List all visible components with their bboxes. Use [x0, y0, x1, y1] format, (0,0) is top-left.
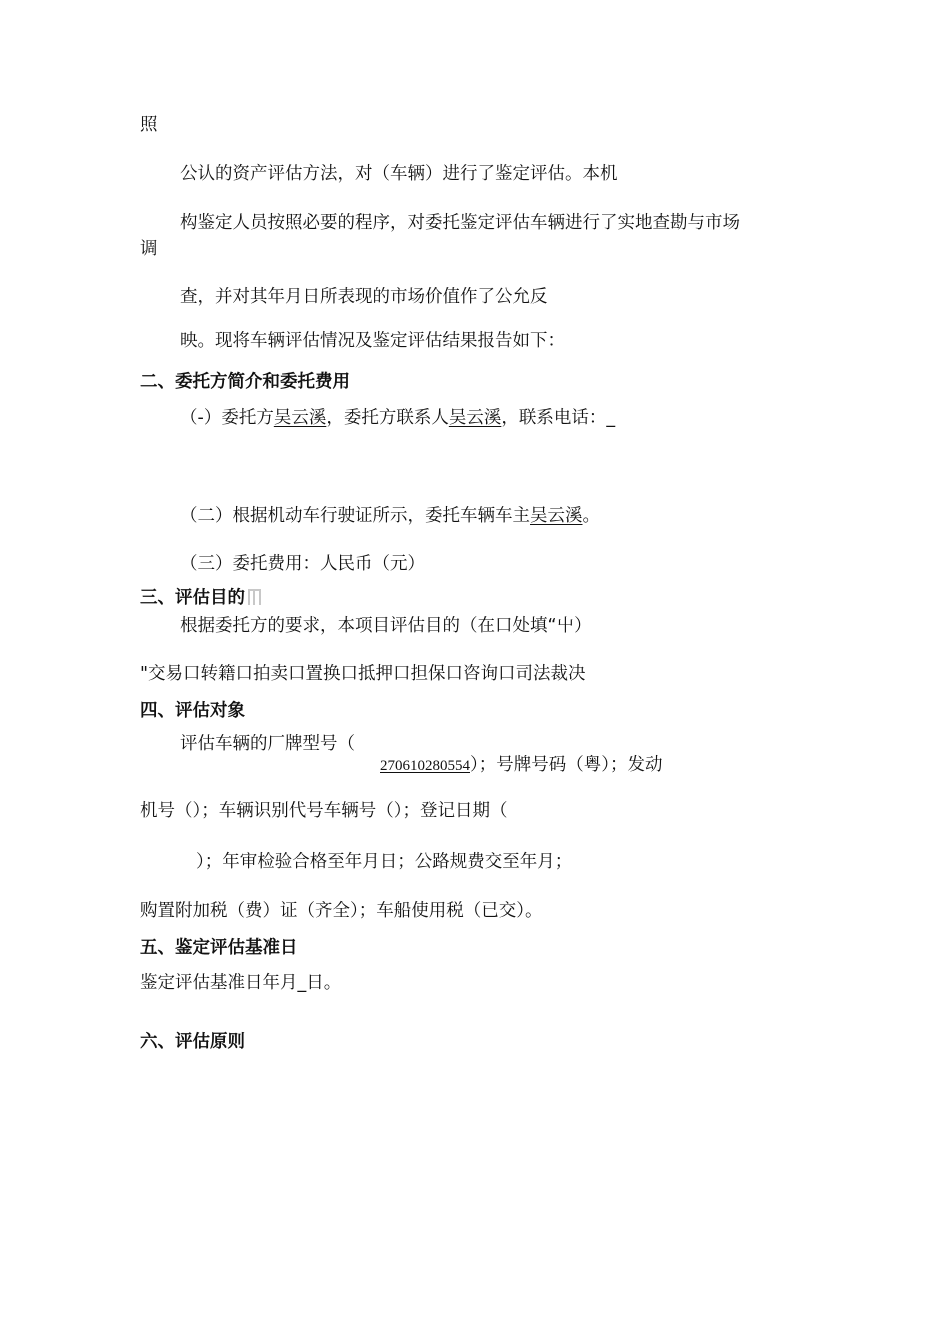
section-heading-date: 五、鉴定评估基准日 [140, 938, 298, 958]
text-line: 购置附加税（费）证（齐全）；车船使用税（已交）。 [140, 901, 543, 921]
model-number: 270610280554 [380, 758, 470, 774]
text-line: 查，并对其年月日所表现的市场价值作了公允反 [180, 287, 548, 307]
checkbox-glyph-icon [248, 589, 261, 605]
text-line: 根据委托方的要求，本项目评估目的（在口处填“屮） [180, 616, 592, 636]
heading-text: 三、评估目的 [140, 588, 245, 608]
contact-name: 吴云溪 [448, 408, 502, 428]
client-name: 吴云溪 [273, 408, 327, 428]
section-heading-client: 二、委托方简介和委托费用 [140, 372, 350, 392]
text-line: 鉴定评估基准日年月_日。 [140, 973, 342, 993]
text-line: 公认的资产评估方法，对（车辆）进行了鉴定评估。本机 [180, 164, 618, 184]
text-line: 照 [140, 115, 158, 135]
text-line: ）；年审检验合格至年月日；公路规费交至年月； [196, 852, 573, 872]
text-line: 构鉴定人员按照必要的程序，对委托鉴定评估车辆进行了实地查勘与市场 [180, 213, 740, 233]
section-heading-object: 四、评估对象 [140, 701, 245, 721]
owner-name: 吴云溪 [530, 506, 583, 526]
text-line: 机号（）；车辆识别代号车辆号（）；登记日期（ [140, 801, 508, 821]
fee-line: （三）委托费用：人民币（元） [180, 554, 425, 574]
text-span: ，委托方联系人 [326, 408, 449, 428]
text-span: （二）根据机动车行驶证所示，委托车辆车主 [180, 506, 530, 526]
text-line: 调 [140, 239, 158, 259]
text-line: 映。现将车辆评估情况及鉴定评估结果报告如下： [180, 331, 565, 351]
section-heading-purpose [140, 587, 261, 609]
model-number-line [380, 754, 663, 777]
client-info-line [180, 407, 615, 429]
text-span: 。 [582, 506, 600, 526]
text-span: ，联系电话：_ [501, 408, 616, 428]
purpose-options-line: "交易口转籍口拍卖口置换口抵押口担保口咨询口司法裁决 [140, 664, 586, 684]
text-line: 评估车辆的厂牌型号（ [180, 734, 355, 754]
text-span: ）；号牌号码（粤）；发动 [470, 755, 663, 775]
text-span: （-）委托方 [180, 408, 274, 428]
section-heading-principles: 六、评估原则 [140, 1032, 245, 1052]
owner-info-line [180, 505, 600, 527]
